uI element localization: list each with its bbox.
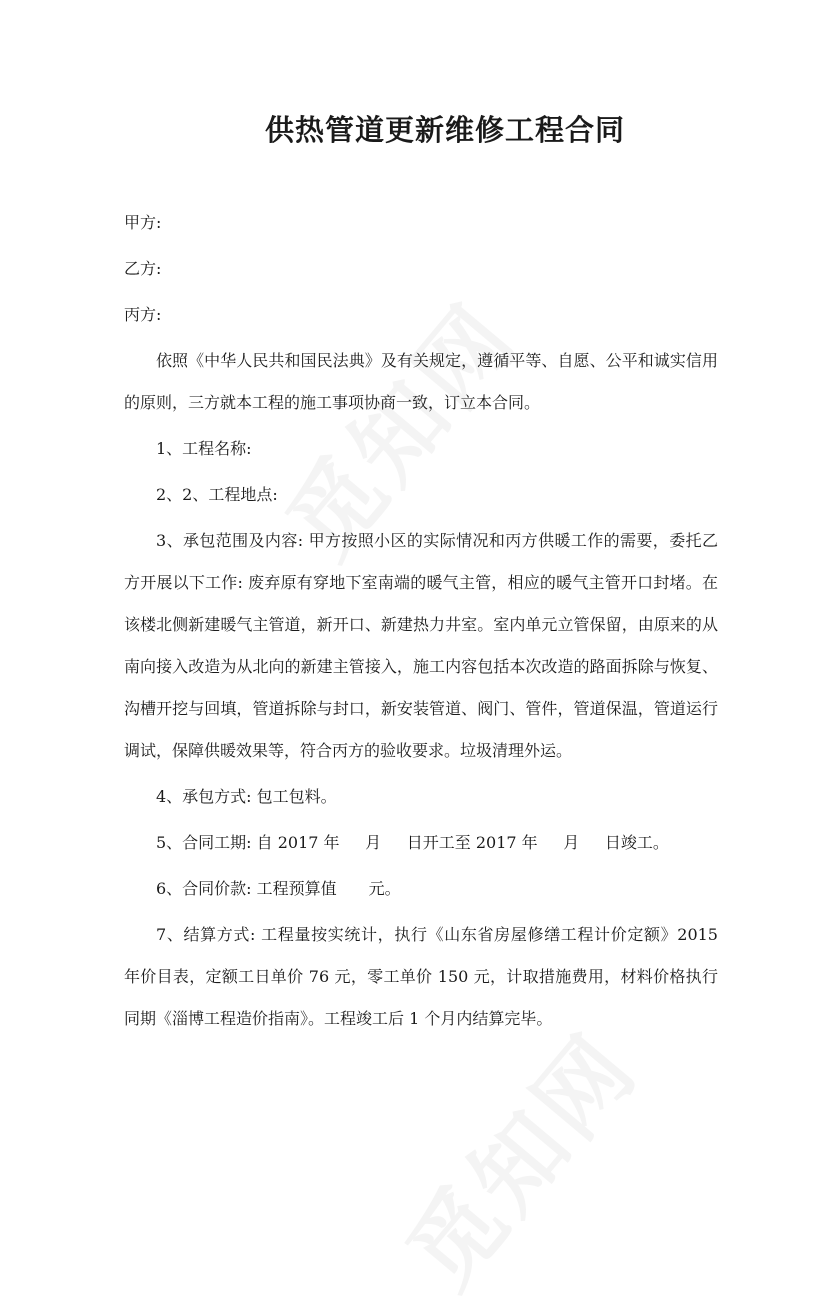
duration-month-1: 月 bbox=[365, 833, 382, 852]
clause-settlement: 7、结算方式: 工程量按实统计，执行《山东省房屋修缮工程计价定额》2015 年价目表，定额工日单价 76 元，零工单价 150 元，计取措施费用，材料价格执行同期《淄博工程造价指南》。工程竣工后 1 个月内结算完毕。 bbox=[124, 925, 718, 1028]
price-prefix: 6、合同价款: 工程预算值 bbox=[156, 879, 337, 898]
watermark bbox=[372, 1001, 662, 1311]
document-title: 供热管道更新维修工程合同 bbox=[264, 113, 625, 147]
clause-duration bbox=[124, 822, 718, 864]
clause-project-name: 1、工程名称: bbox=[156, 439, 252, 458]
clause-price bbox=[124, 868, 718, 910]
preamble-paragraph: 依照《中华人民共和国民法典》及有关规定，遵循平等、自愿、公平和诚实信用的原则，三方就本工程的施工事项协商一致，订立本合同。 bbox=[124, 351, 718, 412]
clause-scope: 3、承包范围及内容: 甲方按照小区的实际情况和丙方供暖工作的需要，委托乙方开展以下工作: 废弃原有穿地下室南端的暖气主管，相应的暖气主管开口封堵。在该楼北侧新建暖气主管道，新开口、新建热力井室。室内单元立管保留，由原来的从南向接入改造为从北向的新建主管接入，施工内容包括本次改造的路面拆除与恢复、沟槽开挖与回填，管道拆除与封口，新安装管道、阀门、管件，管道保温，管道运行调试，保障供暖效果等，符合丙方的验收要求。垃圾清理外运。 bbox=[124, 531, 718, 760]
duration-prefix: 5、合同工期: 自 2017 年 bbox=[156, 833, 340, 852]
duration-suffix: 日竣工。 bbox=[604, 833, 669, 852]
clause-project-location: 2、2、工程地点: bbox=[156, 485, 278, 504]
party-a-line: 甲方: bbox=[124, 213, 162, 232]
party-b-line: 乙方: bbox=[124, 259, 162, 278]
duration-mid: 日开工至 2017 年 bbox=[406, 833, 538, 852]
price-suffix: 元。 bbox=[368, 879, 401, 898]
clause-contract-method: 4、承包方式: 包工包料。 bbox=[156, 787, 337, 806]
duration-month-2: 月 bbox=[563, 833, 580, 852]
document-body bbox=[124, 202, 718, 1040]
party-c-line: 丙方: bbox=[124, 305, 162, 324]
